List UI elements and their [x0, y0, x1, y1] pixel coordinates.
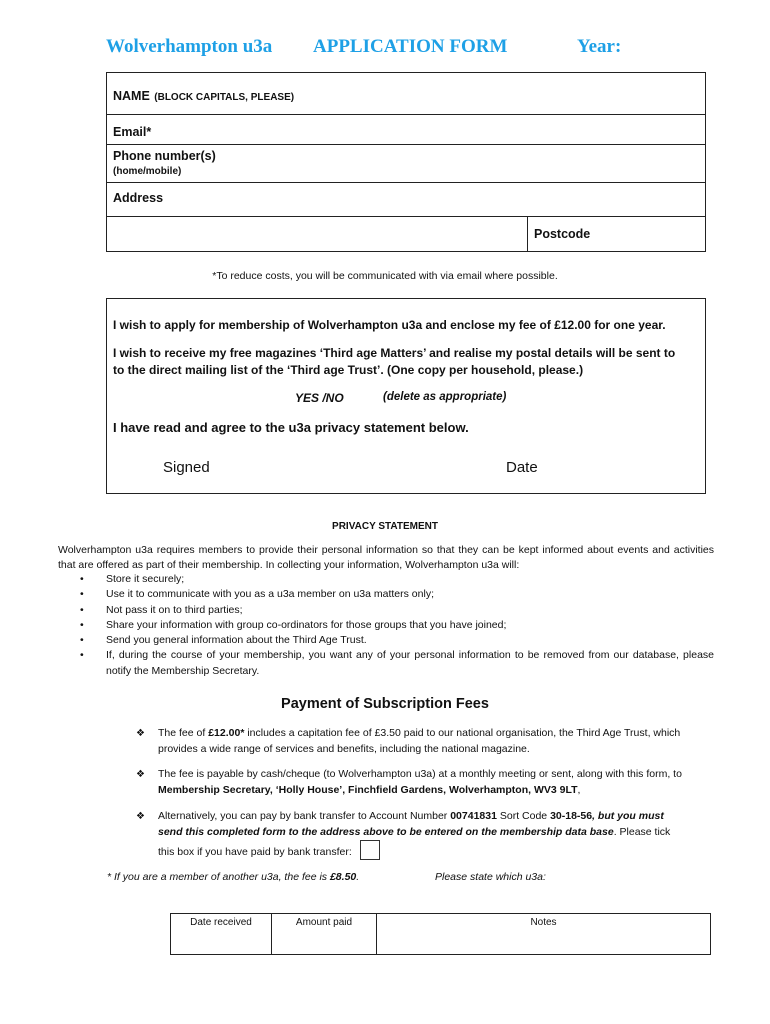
name-row[interactable]	[107, 73, 705, 115]
other-u3a-note: * If you are a member of another u3a, the fee is £8.50.	[107, 871, 360, 883]
date-label[interactable]: Date	[506, 459, 538, 476]
privacy-intro: Wolverhampton u3a requires members to provide their personal information so that they can be kept informed about events and activities that are offered as part of their membership. In collecting your information, Wolverhampton u3a will:	[58, 544, 714, 571]
state-u3a-label: Please state which u3a:	[435, 871, 546, 883]
postcode-cell[interactable]	[527, 217, 705, 251]
phone-hint: (home/mobile)	[113, 166, 182, 177]
signed-label[interactable]: Signed	[163, 459, 210, 476]
phone-label: Phone number(s)	[113, 149, 216, 163]
address-postcode-row	[107, 217, 705, 251]
diamond-bullet-icon: ❖	[136, 769, 145, 780]
postcode-label: Postcode	[534, 227, 591, 241]
diamond-bullet-icon: ❖	[136, 811, 145, 822]
payment-bank-item: ❖ Alternatively, you can pay by bank transfer to Account Number 00741831 Sort Code 30-18-56, but you must send this completed form to the address above to be entered on the membership data base. Please tick this box if you have paid by bank transfer:	[136, 810, 671, 858]
list-item: • Share your information with group co-ordinators for those groups that you have joined;	[80, 618, 507, 631]
membership-statement: I wish to apply for membership of Wolverhampton u3a and enclose my fee of £12.00 for one year.	[113, 318, 666, 332]
office-use-table	[170, 913, 711, 955]
list-item: • Use it to communicate with you as a u3a member on u3a matters only;	[80, 588, 434, 601]
diamond-bullet-icon: ❖	[136, 728, 145, 739]
date-received-cell[interactable]: Date received	[171, 914, 272, 954]
email-label: Email*	[113, 125, 152, 139]
list-item: • If, during the course of your membership, you want any of your personal information to be removed from our database, please notify the Membership Secretary.	[80, 649, 714, 677]
phone-row[interactable]	[107, 145, 705, 183]
email-row[interactable]	[107, 115, 705, 145]
address-label: Address	[113, 191, 164, 205]
payment-cash-item: ❖ The fee is payable by cash/cheque (to Wolverhampton u3a) at a monthly meeting or sent, along with this form, to Membership Secretary, ‘Holly House’, Finchfield Gardens, Wolverhampton, WV3 9LT,	[136, 768, 682, 796]
list-item: • Send you general information about the Third Age Trust.	[80, 634, 367, 647]
magazine-statement-1: I wish to receive my free magazines ‘Third age Matters’ and realise my postal details will be sent to	[113, 346, 676, 360]
delete-hint: (delete as appropriate)	[383, 391, 507, 403]
bank-transfer-checkbox[interactable]	[360, 840, 380, 860]
list-item: • Not pass it on to third parties;	[80, 603, 243, 616]
amount-paid-cell[interactable]: Amount paid	[272, 914, 377, 954]
email-note: *To reduce costs, you will be communicated with via email where possible.	[212, 270, 558, 282]
personal-details-table	[106, 72, 706, 252]
payment-title: Payment of Subscription Fees	[281, 696, 489, 712]
org-name: Wolverhampton u3a	[106, 36, 273, 57]
notes-cell[interactable]: Notes	[530, 917, 557, 928]
address-row[interactable]	[107, 183, 705, 217]
privacy-list	[58, 572, 714, 679]
address-line-2[interactable]	[107, 217, 527, 251]
declaration-box	[106, 298, 706, 494]
yes-no-option[interactable]: YES /NO	[295, 391, 344, 405]
privacy-title: PRIVACY STATEMENT	[332, 521, 438, 532]
year-label: Year:	[577, 36, 622, 57]
name-label: NAME	[113, 89, 150, 103]
name-hint: (BLOCK CAPITALS, PLEASE)	[154, 92, 295, 103]
privacy-agreement: I have read and agree to the u3a privacy statement below.	[113, 420, 469, 435]
list-item: • Store it securely;	[80, 573, 185, 585]
payment-fee-item: ❖ The fee of £12.00* includes a capitation fee of £3.50 paid to our national organisation, the Third Age Trust, which provides a wide range of services and benefits, including the national magazine.	[136, 727, 681, 755]
form-title: APPLICATION FORM	[313, 36, 508, 57]
magazine-statement-2: to the direct mailing list of the ‘Third age Trust’. (One copy per household, please.)	[113, 363, 584, 377]
